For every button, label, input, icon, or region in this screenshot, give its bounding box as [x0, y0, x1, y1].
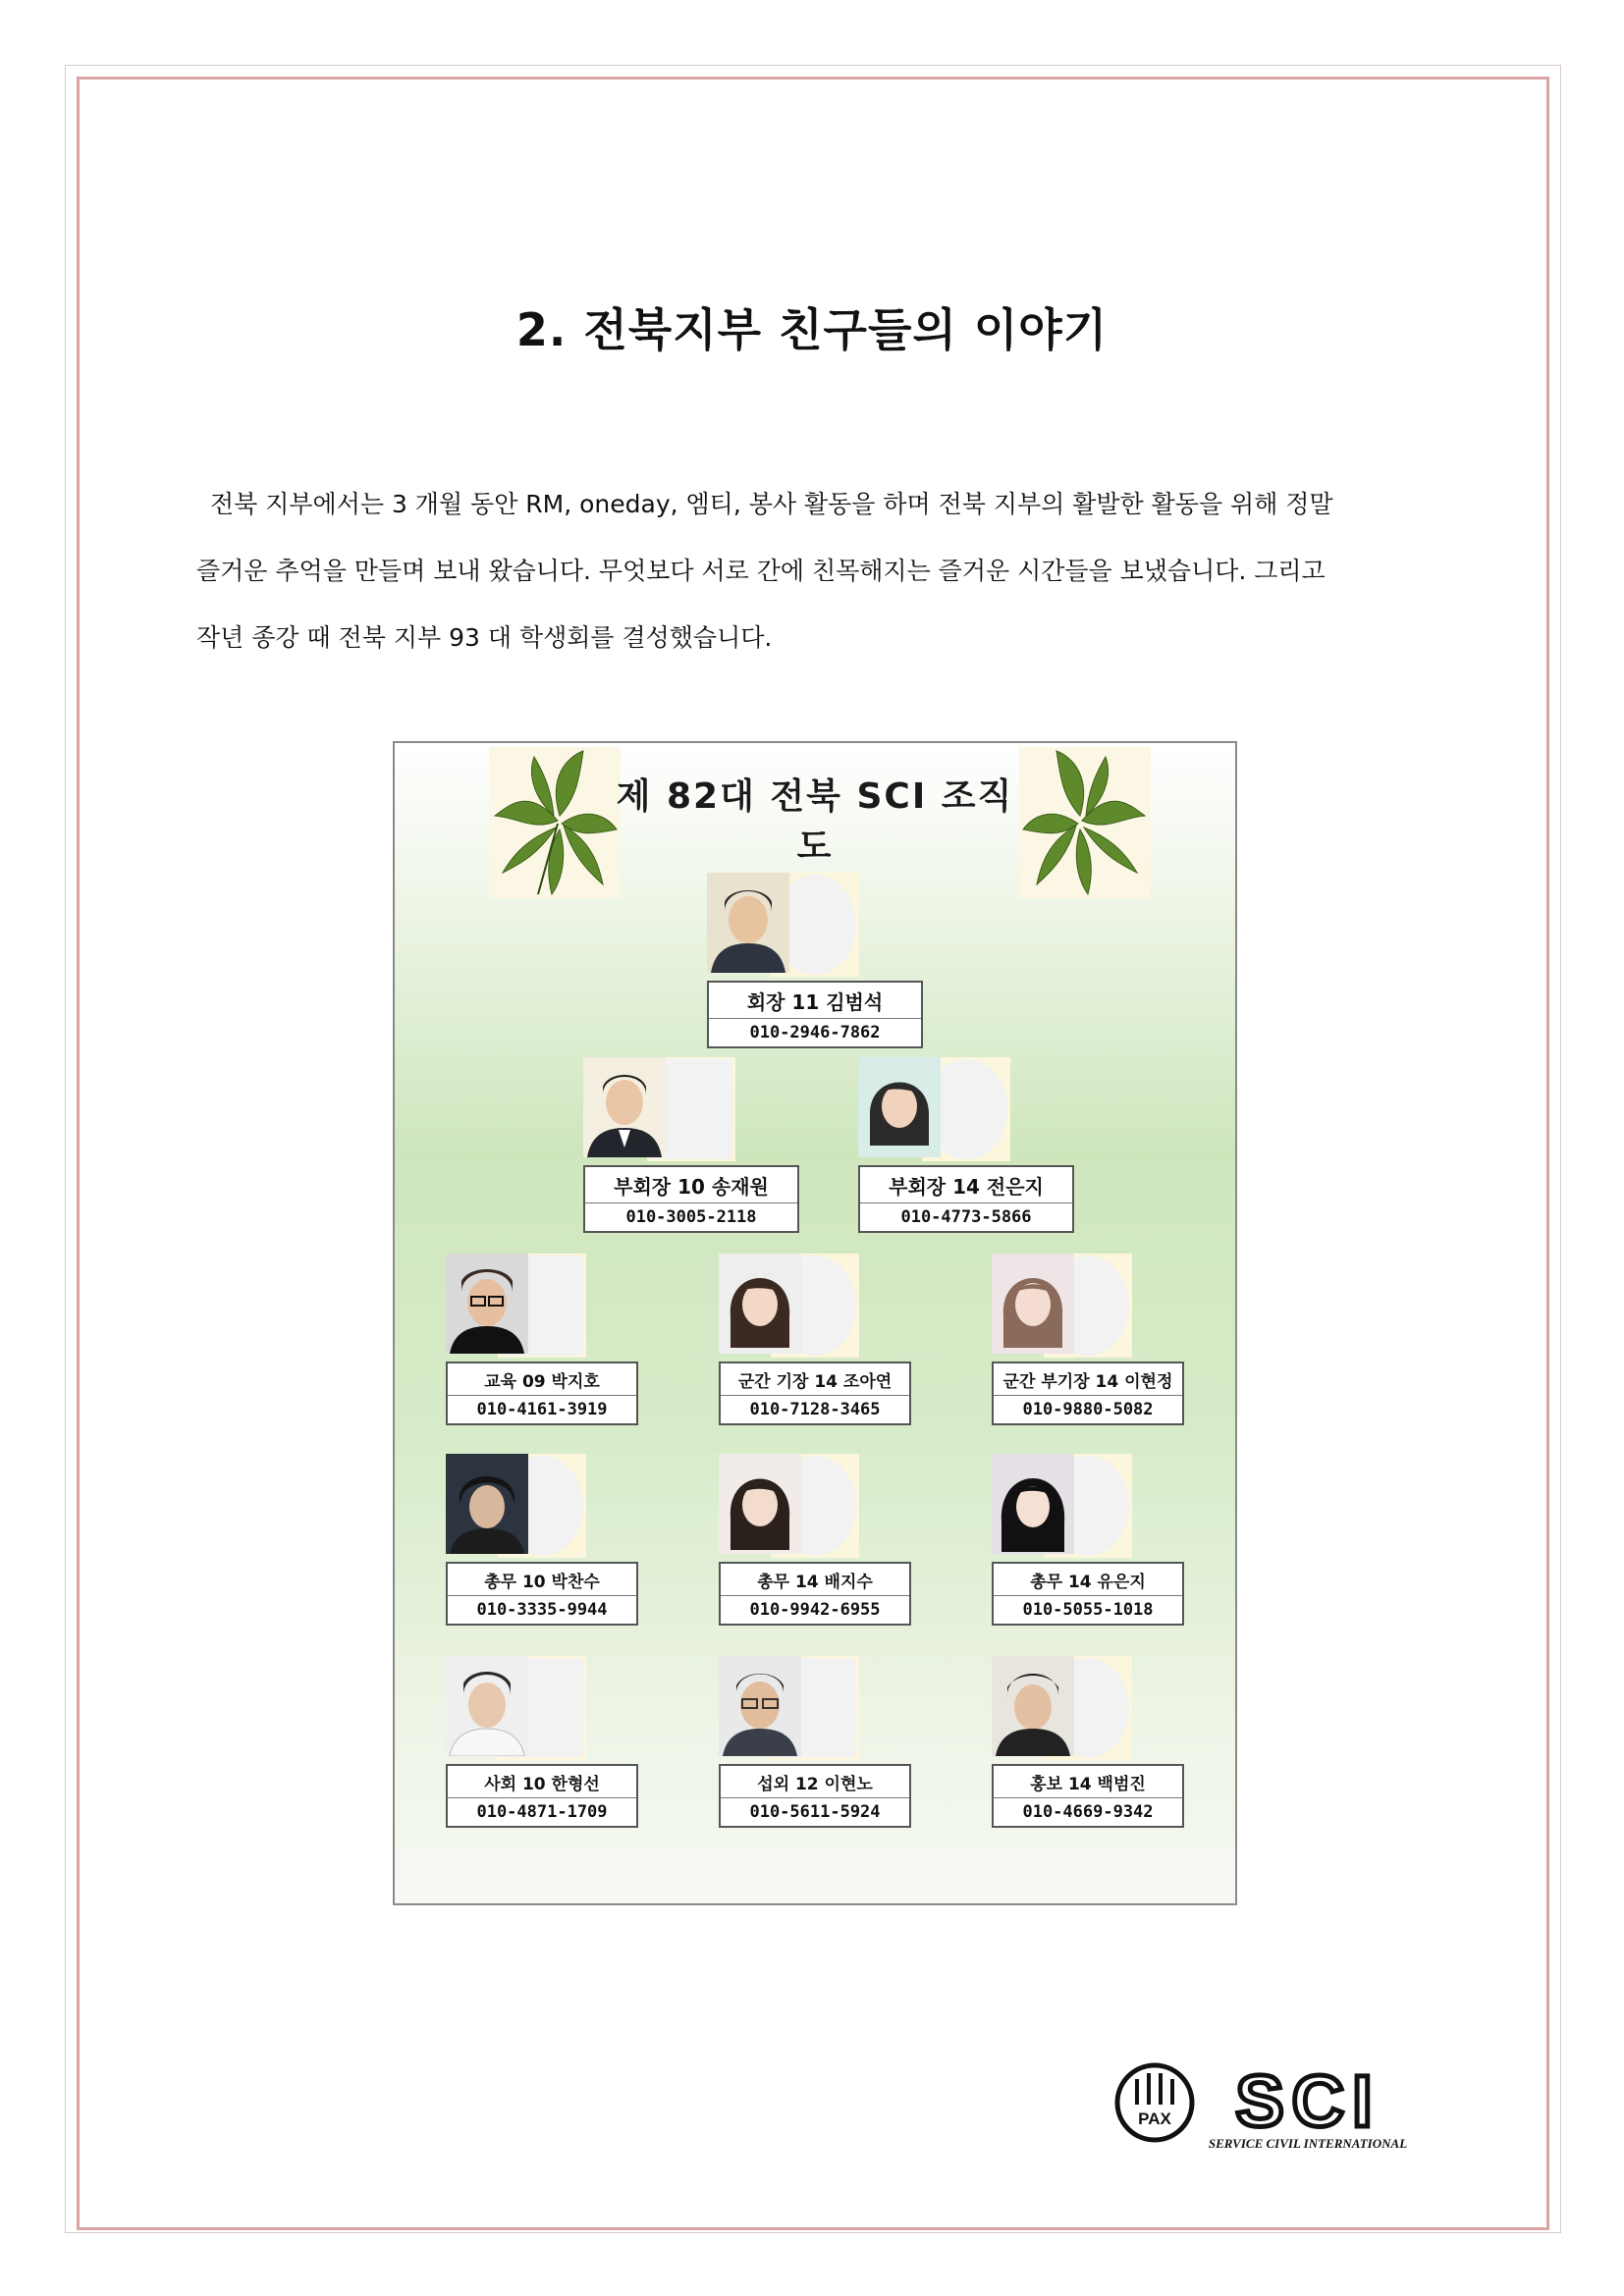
portrait-avatar	[650, 1059, 732, 1159]
section-heading: 2. 전북지부 친구들의 이야기	[515, 303, 1109, 356]
portrait-avatar	[1047, 1658, 1129, 1758]
org-chart-image	[393, 741, 1237, 1905]
photo-frame	[771, 1454, 859, 1558]
member-card	[707, 981, 923, 1048]
portrait-avatar	[1047, 1255, 1129, 1356]
portrait-avatar	[774, 1456, 856, 1556]
portrait-avatar	[774, 875, 856, 975]
member-role: 사회 10 한형선	[448, 1766, 636, 1798]
org-chart-title: 제 82대 전북 SCI 조직도	[616, 776, 1014, 867]
member-role: 회장 11 김범석	[709, 983, 921, 1019]
portrait-avatar	[925, 1059, 1007, 1159]
member-vice-president-2	[858, 1057, 1074, 1233]
member-phone: 010-4871-1709	[476, 1802, 608, 1822]
member-phone: 010-9880-5082	[1022, 1400, 1154, 1419]
member-role: 홍보 14 백범진	[994, 1766, 1182, 1798]
photo-frame	[647, 1057, 735, 1161]
member-card	[719, 1362, 911, 1425]
photo-frame	[922, 1057, 1010, 1161]
portrait-avatar	[501, 1255, 583, 1356]
photo-frame	[1044, 1656, 1132, 1760]
member-card	[992, 1764, 1184, 1828]
logo-wordmark: SCI	[1235, 2061, 1380, 2142]
member-card	[719, 1764, 911, 1828]
member-card	[446, 1764, 638, 1828]
paragraph-line-1: 전북 지부에서는 3 개월 동안 RM, oneday, 엠티, 봉사 활동을 하며 전북 지부의 활발한 활동을 위해 정말	[210, 490, 1333, 518]
member-role: 부회장 14 전은지	[860, 1167, 1072, 1203]
member-card	[992, 1362, 1184, 1425]
portrait-avatar	[501, 1456, 583, 1556]
member-role: 총무 14 배지수	[721, 1564, 909, 1596]
sci-logo-icon	[1111, 2061, 1424, 2152]
member-phone: 010-9942-6955	[749, 1600, 881, 1620]
photo-frame	[498, 1254, 586, 1358]
member-corps-vice-leader	[992, 1254, 1184, 1425]
member-role: 부회장 10 송재원	[585, 1167, 797, 1203]
member-phone: 010-3335-9944	[476, 1600, 608, 1620]
member-role: 총무 10 박찬수	[448, 1564, 636, 1596]
member-role: 군간 기장 14 조아연	[721, 1363, 909, 1396]
member-card	[446, 1362, 638, 1425]
member-phone: 010-5055-1018	[1022, 1600, 1154, 1620]
member-vice-president-1	[583, 1057, 799, 1233]
member-education	[446, 1254, 638, 1425]
member-phone: 010-4669-9342	[1022, 1802, 1154, 1822]
photo-frame	[498, 1656, 586, 1760]
photo-frame	[771, 1656, 859, 1760]
photo-frame	[1044, 1454, 1132, 1558]
portrait-avatar	[774, 1255, 856, 1356]
photo-frame	[1044, 1254, 1132, 1358]
member-publicity	[992, 1656, 1184, 1828]
member-phone: 010-5611-5924	[749, 1802, 881, 1822]
leaf-right-icon	[1019, 747, 1151, 898]
member-phone: 010-4773-5866	[900, 1207, 1032, 1227]
member-external-relations	[719, 1656, 911, 1828]
member-role: 군간 부기장 14 이현정	[994, 1363, 1182, 1396]
paragraph-line-2: 즐거운 추억을 만들며 보내 왔습니다. 무엇보다 서로 간에 친목해지는 즐거운 시간들을 보냈습니다. 그리고	[196, 557, 1326, 585]
member-corps-leader	[719, 1254, 911, 1425]
member-card	[858, 1165, 1074, 1233]
member-phone: 010-4161-3919	[476, 1400, 608, 1419]
member-phone: 010-2946-7862	[749, 1023, 881, 1042]
member-general-affairs-2	[719, 1454, 911, 1626]
member-phone: 010-3005-2118	[625, 1207, 757, 1227]
member-card	[583, 1165, 799, 1233]
member-role: 총무 14 유은지	[994, 1564, 1182, 1596]
member-president	[707, 873, 923, 1048]
photo-frame	[498, 1454, 586, 1558]
logo-mark: PAX	[1138, 2109, 1171, 2128]
member-card	[992, 1562, 1184, 1626]
member-general-affairs-3	[992, 1454, 1184, 1626]
photo-frame	[771, 1254, 859, 1358]
member-role: 교육 09 박지호	[448, 1363, 636, 1396]
intro-paragraph	[196, 471, 1434, 671]
member-role: 섭외 12 이현노	[721, 1766, 909, 1798]
portrait-avatar	[1047, 1456, 1129, 1556]
portrait-avatar	[501, 1658, 583, 1758]
member-phone: 010-7128-3465	[749, 1400, 881, 1419]
member-social	[446, 1656, 638, 1828]
member-general-affairs-1	[446, 1454, 638, 1626]
photo-frame	[771, 873, 859, 977]
logo-tagline: SERVICE CIVIL INTERNATIONAL	[1208, 2136, 1408, 2151]
member-card	[719, 1562, 911, 1626]
member-card	[446, 1562, 638, 1626]
portrait-avatar	[774, 1658, 856, 1758]
paragraph-line-3: 작년 종강 때 전북 지부 93 대 학생회를 결성했습니다.	[196, 623, 773, 652]
